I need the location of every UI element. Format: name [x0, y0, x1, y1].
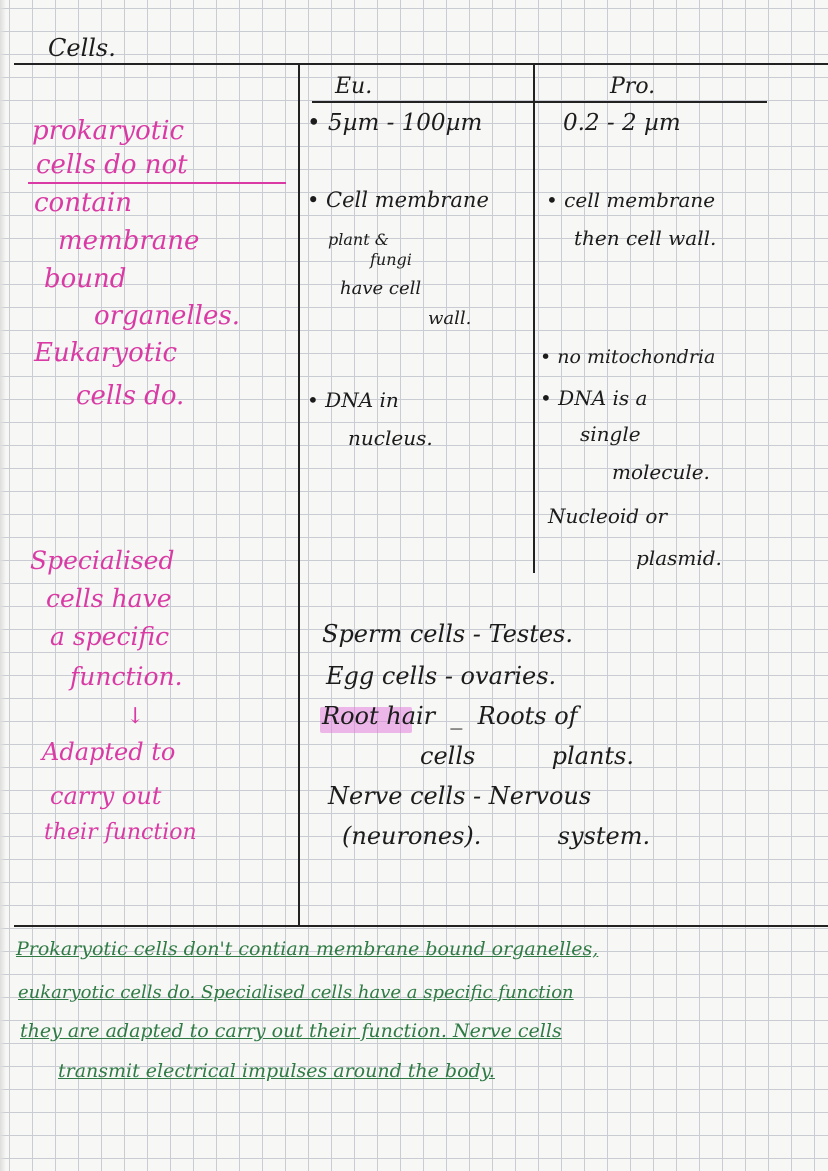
- adapted-line: Adapted to: [42, 738, 176, 766]
- example-line: Sperm cells - Testes.: [322, 620, 574, 648]
- eukaryote-header: Eu.: [335, 74, 373, 99]
- prokaryote-dna: • DNA is a: [540, 386, 648, 410]
- example-line: (neurones). system.: [342, 822, 651, 850]
- note-line: prokaryotic: [32, 116, 185, 146]
- eukaryote-size: • 5µm - 100µm: [307, 110, 483, 136]
- note-line: cells do not: [36, 150, 188, 180]
- header-underline: [312, 101, 767, 103]
- specialised-line: cells have: [46, 584, 172, 613]
- note-line: organelles.: [94, 301, 240, 331]
- note-line: bound: [44, 264, 127, 294]
- prokaryote-dna: single: [580, 422, 641, 446]
- column-divider-left: [298, 63, 300, 925]
- prokaryote-membrane: • cell membrane: [546, 188, 716, 212]
- eukaryote-wall-note: plant &: [328, 230, 389, 249]
- eukaryote-wall-note: wall.: [428, 308, 472, 329]
- summary-line: Prokaryotic cells don't contian membrane bound organelles,: [16, 938, 599, 960]
- page-title: Cells.: [48, 34, 116, 62]
- column-divider-right: [533, 63, 535, 573]
- summary-line: they are adapted to carry out their function. Nerve cells: [20, 1020, 562, 1042]
- prokaryote-dna: molecule.: [612, 460, 710, 484]
- summary-line: eukaryotic cells do. Specialised cells have a specific function: [18, 982, 574, 1003]
- title-underline: [14, 63, 828, 65]
- adapted-line: their function: [44, 820, 197, 845]
- example-line: Root hair _ Roots of: [322, 702, 578, 730]
- down-arrow-icon: ↓: [126, 704, 145, 729]
- note-line: cells do.: [76, 381, 185, 411]
- prokaryote-dna: Nucleoid or: [548, 504, 668, 528]
- summary-divider: [14, 925, 828, 927]
- eukaryote-wall-note: fungi: [370, 250, 412, 269]
- prokaryote-membrane: then cell wall.: [574, 226, 717, 250]
- prokaryote-size: 0.2 - 2 µm: [563, 110, 681, 136]
- note-line: membrane: [58, 226, 200, 256]
- pink-note-underline: [28, 182, 286, 184]
- summary-line: transmit electrical impulses around the body.: [58, 1060, 495, 1082]
- specialised-line: a specific: [50, 622, 170, 651]
- specialised-line: function.: [70, 662, 183, 691]
- eukaryote-dna: • DNA in: [307, 388, 399, 412]
- specialised-line: Specialised: [30, 546, 175, 575]
- prokaryote-mitochondria: • no mitochondria: [540, 346, 716, 368]
- prokaryote-header: Pro.: [610, 74, 656, 99]
- example-line: Egg cells - ovaries.: [326, 662, 557, 690]
- eukaryote-membrane: • Cell membrane: [307, 188, 489, 212]
- note-line: Eukaryotic: [34, 338, 178, 368]
- example-line: cells plants.: [420, 742, 634, 770]
- prokaryote-dna: plasmid.: [636, 546, 722, 570]
- note-line: contain: [34, 188, 132, 218]
- example-line: Nerve cells - Nervous: [328, 782, 592, 810]
- eukaryote-wall-note: have cell: [340, 278, 422, 299]
- page-edge-shadow: [0, 0, 6, 1171]
- eukaryote-dna: nucleus.: [348, 426, 433, 450]
- adapted-line: carry out: [50, 782, 162, 810]
